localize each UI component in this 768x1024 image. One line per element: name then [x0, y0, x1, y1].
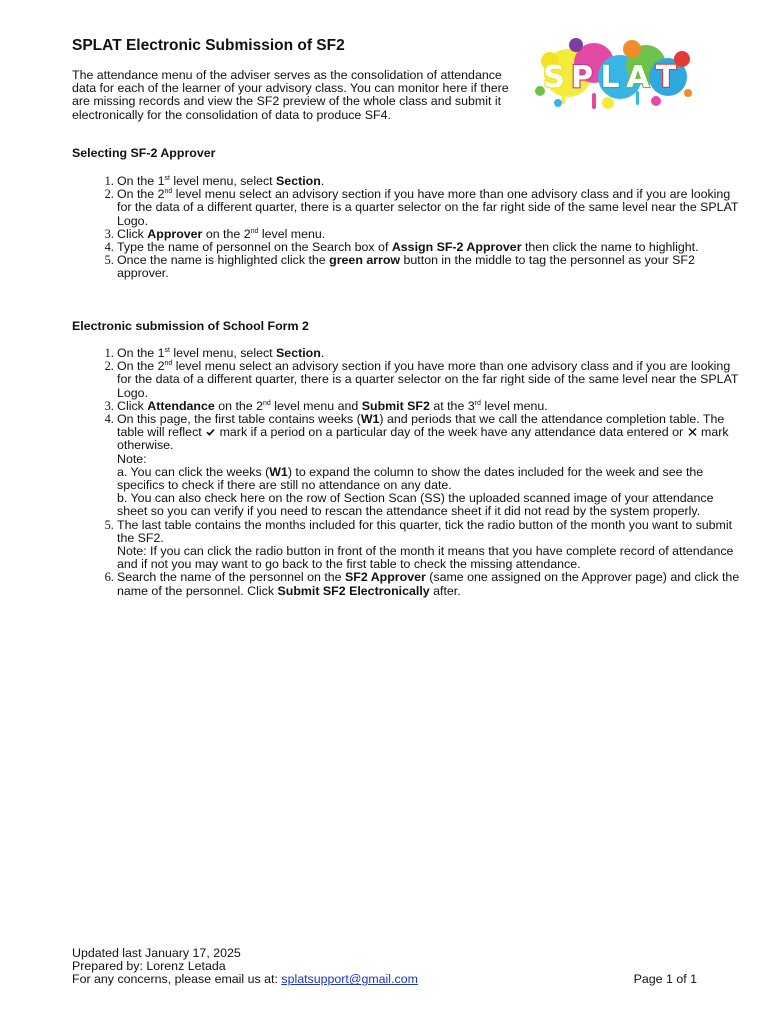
support-email-link[interactable]: splatsupport@gmail.com: [281, 972, 418, 987]
x-icon: [687, 427, 698, 437]
document-page: [72, 0, 740, 1024]
page-footer: [72, 947, 697, 987]
list-item: 5. Once the name is highlighted click the green arrow button in the middle to tag the personnel as your SF2 approver.: [117, 254, 742, 280]
check-icon: [205, 427, 216, 437]
list-item: 3. Click Approver on the 2nd level menu.: [117, 228, 742, 241]
list-item: 3. Click Attendance on the 2nd level menu and Submit SF2 at the 3rd level menu.: [117, 400, 742, 413]
logo-letter-s: S: [543, 60, 565, 95]
list-item: 4. Type the name of personnel on the Search box of Assign SF-2 Approver then click the name to highlight.: [117, 241, 742, 254]
updated-date: Updated last January 17, 2025: [72, 946, 241, 960]
list-item: 2. On the 2nd level menu select an advisory section if you have more than one advisory class and if you are looking for the data of a different quarter, there is a quarter selector on the far right side of the same level near the SPLAT Logo.: [117, 188, 742, 228]
logo-letter-a: A: [626, 60, 650, 95]
section-heading-submission: Electronic submission of School Form 2: [72, 319, 309, 333]
list-item: 6. Search the name of the personnel on the SF2 Approver (same one assigned on the Approver page) and click the name of the personnel. Click Submit SF2 Electronically after.: [117, 571, 742, 597]
list-item: 4. On this page, the first table contains weeks (W1) and periods that we call the attendance completion table. The table will reflect mark if a period on a particular day of the week have any attendance data entered or mark otherwise. Note: a. You can click the weeks (W1) to expand the column to show the dates included for the week and see the specifics to check if there are still no attendance on any date. b. You can also check here on the row of Section Scan (SS) the uploaded scanned image of your attendance sheet so you can verify if you need to rescan the attendance sheet if it did not read by the system properly.: [117, 413, 742, 519]
list-item: 5. The last table contains the months included for this quarter, tick the radio button of the month you want to submit the SF2. Note: If you can click the radio button in front of the month it means that you have complete record of attendance and if not you may want to go back to the first table to check the missing attendance.: [117, 519, 742, 572]
note-label: Note:: [117, 451, 147, 466]
intro-paragraph: The attendance menu of the adviser serves as the consolidation of attendance data for each of the learner of your advisory class. You can monitor here if there are missing records and view the SF2 preview of the whole class and submit it electronically for the consolidation of data to produce SF4.: [72, 68, 509, 122]
list-item: 1. On the 1st level menu, select Section.: [117, 347, 742, 360]
contact-line: For any concerns, please email us at: splatsupport@gmail.com: [72, 972, 418, 987]
logo-letter-p: P: [571, 60, 593, 95]
logo-letter-l: L: [600, 60, 620, 95]
note-b: b. You can also check here on the row of Section Scan (SS) the uploaded scanned image of your attendance sheet so you can verify if you need to rescan the attendance sheet if it did not read by the system properly.: [117, 491, 714, 519]
document-title: SPLAT Electronic Submission of SF2: [72, 37, 345, 54]
section-heading-approver: Selecting SF-2 Approver: [72, 146, 216, 160]
splat-logo: [532, 33, 694, 113]
list-item: 1. On the 1st level menu, select Section.: [117, 175, 742, 188]
logo-letter-t: T: [655, 60, 677, 95]
prepared-by: Prepared by: Lorenz Letada: [72, 959, 226, 974]
note-a: a. You can click the weeks (W1) to expand the column to show the dates included for the week and see the specifics to check if there are still no attendance on any date.: [117, 464, 704, 493]
note-text: Note: If you can click the radio button in front of the month it means that you have complete record of attendance and if not you may want to go back to the first table to check the missing attendance.: [117, 544, 734, 572]
list-item: 2. On the 2nd level menu select an advisory section if you have more than one advisory class and if you are looking for the data of a different quarter, there is a quarter selector on the far right side of the same level near the SPLAT Logo.: [117, 360, 742, 400]
logo-letters: [543, 60, 677, 95]
page-number: Page 1 of 1: [633, 972, 697, 987]
submission-steps-list: [72, 347, 742, 598]
approver-steps-list: [72, 175, 742, 281]
